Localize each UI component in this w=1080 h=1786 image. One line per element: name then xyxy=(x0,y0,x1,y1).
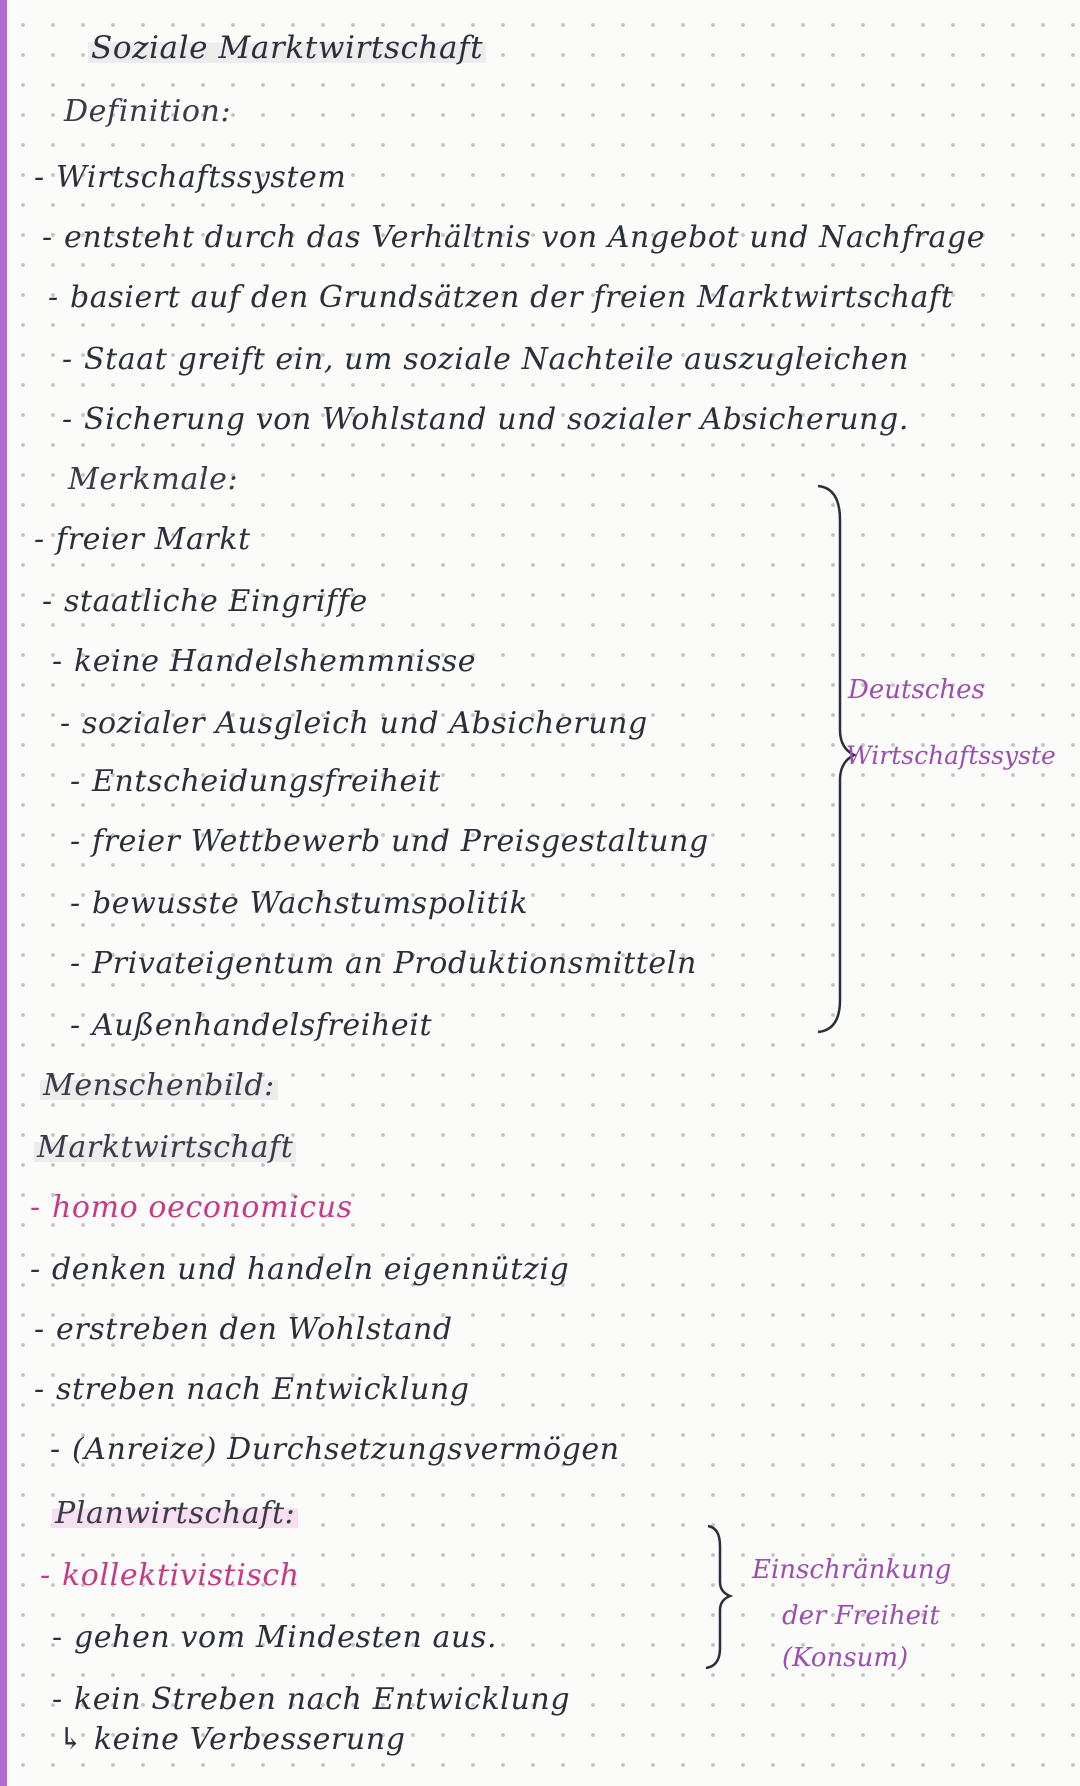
marktwirtschaft-item: - (Anreize) Durchsetzungsvermögen xyxy=(50,1432,620,1467)
definition-item: - entsteht durch das Verhältnis von Angebot und Nachfrage xyxy=(42,220,986,255)
planwirtschaft-item: - kein Streben nach Entwicklung xyxy=(52,1682,571,1717)
page-title: Soziale Marktwirtschaft xyxy=(88,28,486,68)
definition-item: - Sicherung von Wohlstand und sozialer Absicherung. xyxy=(62,402,910,437)
konsum-label: (Konsum) xyxy=(782,1643,909,1673)
definition-heading: Definition: xyxy=(64,94,232,129)
merkmale-item: - freier Markt xyxy=(34,522,251,557)
merkmale-item: - freier Wettbewerb und Preisgestaltung xyxy=(70,824,709,859)
definition-item: - Wirtschaftssystem xyxy=(34,160,347,195)
marktwirtschaft-item: - denken und handeln eigennützig xyxy=(30,1252,570,1287)
merkmale-item: - keine Handelshemmnisse xyxy=(52,644,477,679)
merkmale-item: - staatliche Eingriffe xyxy=(42,584,368,619)
deutsches-label: Deutsches xyxy=(848,675,985,705)
planwirtschaft-item: - kollektivistisch xyxy=(40,1558,300,1593)
merkmale-item: - sozialer Ausgleich und Absicherung xyxy=(60,706,648,741)
marktwirtschaft-item: - streben nach Entwicklung xyxy=(34,1372,470,1407)
planwirtschaft-brace xyxy=(700,1522,740,1672)
merkmale-item: - Entscheidungsfreiheit xyxy=(70,764,441,799)
merkmale-heading: Merkmale: xyxy=(68,462,239,497)
merkmale-item: - Außenhandelsfreiheit xyxy=(70,1008,433,1043)
planwirtschaft-sub-item: ↳ keine Verbesserung xyxy=(58,1722,406,1757)
marktwirtschaft-item: - homo oeconomicus xyxy=(30,1190,353,1225)
planwirtschaft-heading: Planwirtschaft: xyxy=(52,1494,298,1534)
merkmale-item: - bewusste Wachstumspolitik xyxy=(70,886,529,921)
marktwirtschaft-item: - erstreben den Wohlstand xyxy=(34,1312,453,1347)
wirtschaftssystem-label: Wirtschaftssyste xyxy=(846,741,1056,770)
marktwirtschaft-heading: Marktwirtschaft xyxy=(34,1128,296,1168)
definition-item: - Staat greift ein, um soziale Nachteile auszugleichen xyxy=(62,342,910,377)
planwirtschaft-item: - gehen vom Mindesten aus. xyxy=(52,1620,498,1655)
menschenbild-heading: Menschenbild: xyxy=(40,1066,278,1106)
einschraenkung-label: Einschränkung xyxy=(752,1555,952,1585)
merkmale-item: - Privateigentum an Produktionsmitteln xyxy=(70,946,697,981)
der-freiheit-label: der Freiheit xyxy=(782,1601,940,1631)
definition-item: - basiert auf den Grundsätzen der freien Marktwirtschaft xyxy=(48,280,954,315)
